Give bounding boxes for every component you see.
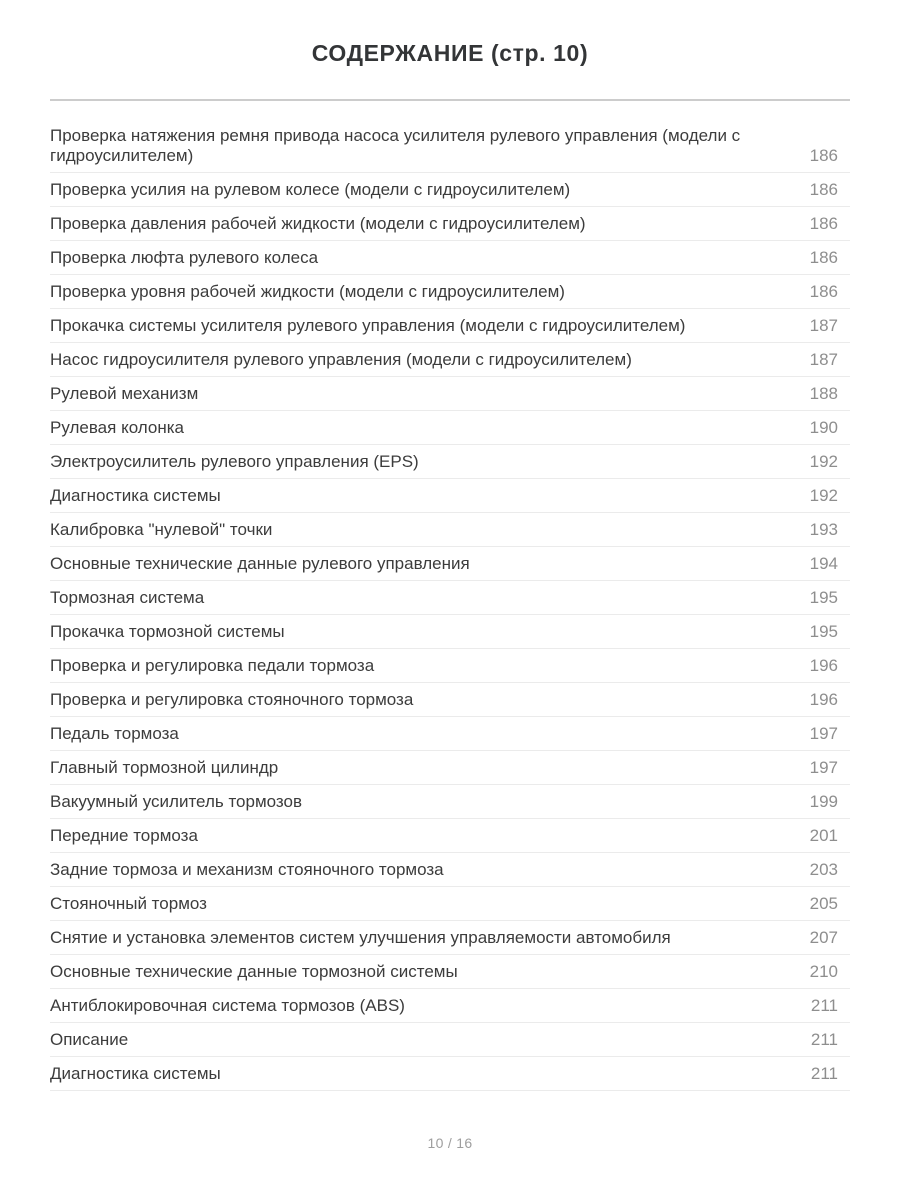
toc-entry-label: Электроусилитель рулевого управления (EPS) — [50, 452, 419, 471]
page-number-indicator: 10 / 16 — [427, 1135, 473, 1151]
toc-entry-label: Вакуумный усилитель тормозов — [50, 792, 302, 811]
toc-entry-page-number: 196 — [809, 656, 838, 675]
toc-row — [50, 513, 850, 547]
toc-entry-page-number: 186 — [809, 180, 838, 199]
toc-entry-page-number: 197 — [809, 758, 838, 777]
toc-row — [50, 309, 850, 343]
toc-row — [50, 785, 850, 819]
toc-entry-label: Калибровка "нулевой" точки — [50, 520, 273, 539]
toc-row — [50, 649, 850, 683]
toc-entry-label: Диагностика системы — [50, 1064, 221, 1083]
toc-entry-label: Насос гидроусилителя рулевого управления (модели с гидроусилителем) — [50, 350, 632, 369]
toc-entry-page-number: 186 — [809, 282, 838, 301]
toc-entry-page-number: 188 — [809, 384, 838, 403]
toc-row — [50, 819, 850, 853]
toc-row — [50, 955, 850, 989]
toc-row — [50, 547, 850, 581]
toc-entry-label: Передние тормоза — [50, 826, 198, 845]
toc-entry-page-number: 211 — [810, 1030, 838, 1049]
toc-row — [50, 1057, 850, 1091]
page-title: СОДЕРЖАНИЕ (стр. 10) — [311, 40, 589, 66]
toc-entry-page-number: 196 — [809, 690, 838, 709]
toc-entry-label: Проверка давления рабочей жидкости (модели с гидроусилителем) — [50, 214, 586, 233]
toc-entry-label: Снятие и установка элементов систем улучшения управляемости автомобиля — [50, 928, 671, 947]
toc-entry-page-number: 211 — [810, 1064, 838, 1083]
toc-row — [50, 717, 850, 751]
toc-entry-label: Прокачка тормозной системы — [50, 622, 285, 641]
toc-entry-page-number: 203 — [809, 860, 838, 879]
toc-row — [50, 887, 850, 921]
title-divider — [50, 99, 850, 101]
toc-row — [50, 615, 850, 649]
toc-row — [50, 581, 850, 615]
toc-entry-label: Главный тормозной цилиндр — [50, 758, 279, 777]
toc-row — [50, 173, 850, 207]
toc-entry-label: Стояночный тормоз — [50, 894, 207, 913]
toc-entry-label: Проверка натяжения ремня привода насоса усилителя рулевого управления (модели с гидроусилителем) — [50, 126, 741, 165]
toc-row — [50, 445, 850, 479]
toc-entry-label: Антиблокировочная система тормозов (ABS) — [50, 996, 405, 1015]
toc-entry-page-number: 207 — [809, 928, 838, 947]
toc-entry-label: Рулевой механизм — [50, 384, 199, 403]
toc-entry-page-number: 187 — [809, 350, 838, 369]
toc-entry-page-number: 190 — [809, 418, 838, 437]
toc-entry-page-number: 192 — [809, 452, 838, 471]
toc-entry-page-number: 210 — [809, 962, 838, 981]
toc-row — [50, 207, 850, 241]
toc-row — [50, 119, 850, 173]
toc-entry-page-number: 197 — [809, 724, 838, 743]
toc-entry-label: Основные технические данные рулевого управления — [50, 554, 470, 573]
toc-entry-page-number: 195 — [809, 588, 838, 607]
toc-entry-label: Основные технические данные тормозной системы — [50, 962, 458, 981]
toc-list — [50, 119, 850, 1091]
toc-entry-page-number: 195 — [809, 622, 838, 641]
toc-entry-page-number: 201 — [809, 826, 838, 845]
toc-entry-label: Проверка усилия на рулевом колесе (модели с гидроусилителем) — [50, 180, 571, 199]
toc-entry-label: Проверка и регулировка стояночного тормоза — [50, 690, 414, 709]
toc-row — [50, 275, 850, 309]
toc-row — [50, 377, 850, 411]
toc-row — [50, 479, 850, 513]
toc-row — [50, 989, 850, 1023]
toc-row — [50, 751, 850, 785]
toc-entry-page-number: 205 — [809, 894, 838, 913]
toc-entry-label: Педаль тормоза — [50, 724, 179, 743]
toc-entry-page-number: 211 — [810, 996, 838, 1015]
toc-entry-page-number: 192 — [809, 486, 838, 505]
toc-entry-label: Проверка люфта рулевого колеса — [50, 248, 319, 267]
toc-row — [50, 241, 850, 275]
toc-entry-label: Рулевая колонка — [50, 418, 184, 437]
toc-row — [50, 411, 850, 445]
toc-entry-label: Проверка и регулировка педали тормоза — [50, 656, 375, 675]
toc-entry-page-number: 186 — [809, 248, 838, 267]
toc-entry-label: Тормозная система — [50, 588, 205, 607]
toc-entry-label: Диагностика системы — [50, 486, 221, 505]
toc-entry-label: Прокачка системы усилителя рулевого управления (модели с гидроусилителем) — [50, 316, 686, 335]
toc-entry-page-number: 186 — [809, 214, 838, 233]
toc-entry-page-number: 199 — [809, 792, 838, 811]
toc-row — [50, 343, 850, 377]
toc-row — [50, 683, 850, 717]
toc-row — [50, 853, 850, 887]
toc-entry-page-number: 186 — [809, 146, 838, 165]
toc-entry-label: Описание — [50, 1030, 129, 1049]
toc-row — [50, 1023, 850, 1057]
toc-entry-page-number: 194 — [809, 554, 838, 573]
toc-entry-label: Проверка уровня рабочей жидкости (модели с гидроусилителем) — [50, 282, 565, 301]
toc-entry-page-number: 187 — [809, 316, 838, 335]
toc-entry-label: Задние тормоза и механизм стояночного тормоза — [50, 860, 444, 879]
toc-row — [50, 921, 850, 955]
toc-entry-page-number: 193 — [809, 520, 838, 539]
